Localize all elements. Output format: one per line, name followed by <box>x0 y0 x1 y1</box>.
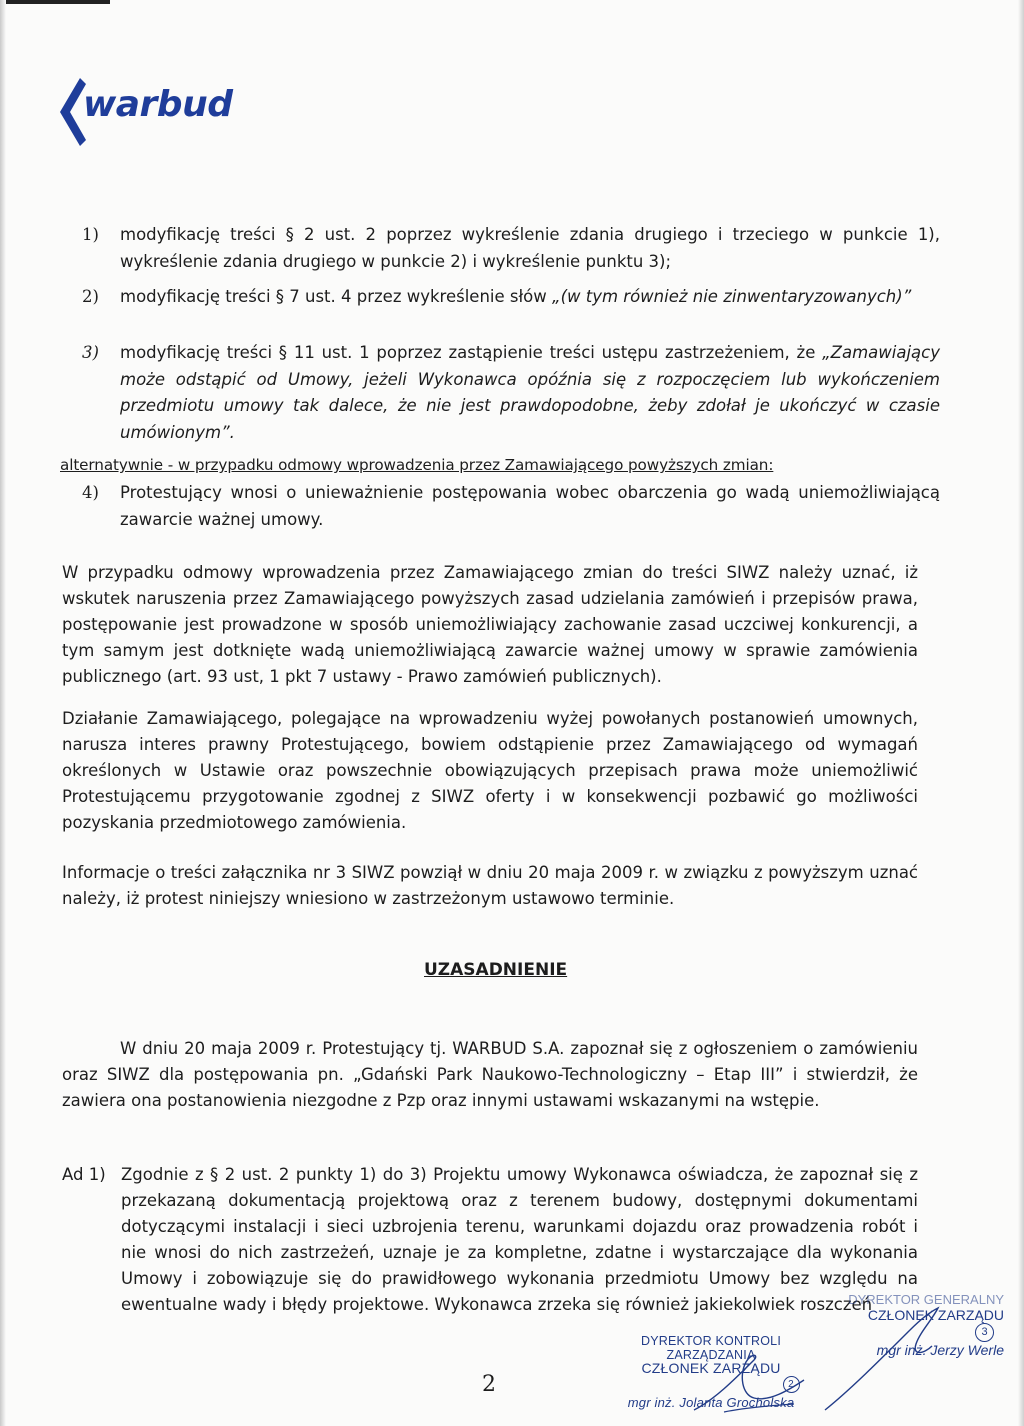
page-number: 2 <box>482 1372 496 1397</box>
list-item-2 <box>82 284 942 340</box>
paragraph-ad1-text: Zgodnie z § 2 ust. 2 punkty 1) do 3) Projektu umowy Wykonawca oświadcza, że zapoznał się z przekazaną dokumentacją projektową oraz z terenem budowy, dostępnymi dokumentami dotyczącymi instalacji i sieci uzbrojenia terenu, warunkami dojazdu oraz prowadzenia robót i nie wnosi do nich zastrzeżeń, uznaje je za kompletne, zdatne i wystarczające dla wykonania Umowy i zobowiązuje się do prawidłowego wykonania przedmiotu Umowy bez względu na ewentualne wady i błędy projektowe. Wykonawca zrzeka się również jakiekolwiek roszczeń <box>121 1165 918 1314</box>
paragraph-uzasadnienie: W dniu 20 maja 2009 r. Protestujący tj. WARBUD S.A. zapoznał się z ogłoszeniem o zamówieniu oraz SIWZ dla postępowania pn. „Gdański Park Naukowo-Technologiczny – Etap III” i stwierdził, że zawiera ona postanowienia niezgodne z Pzp oraz innymi ustawami wskazanymi na wstępie. <box>62 1039 918 1110</box>
stamp-name: mgr inż. Jolanta Grocholska <box>627 1395 795 1410</box>
list-number: 3) <box>82 343 99 362</box>
stamp-number: 2 <box>783 1376 800 1393</box>
signature-werle <box>820 1300 970 1420</box>
list-item-4 <box>82 480 942 536</box>
list-item-text-italic: „Zamawiający może odstąpić od Umowy, jeżeli Wykonawca opóźnia się z rozpoczęciem lub wykończeniem przedmiotu umowy tak dalece, że nie jest prawdopodobne, żeby zdołał je ukończyć w czasie umówionym”. <box>120 343 940 442</box>
list-item-1 <box>82 222 942 278</box>
list-number: 1) <box>82 225 99 244</box>
scan-edge-mark <box>0 0 110 4</box>
section-heading: UZASADNIENIE <box>424 960 568 980</box>
list-item-text-regular: modyfikację treści § 11 ust. 1 poprzez zastąpienie treści ustępu zastrzeżeniem, że <box>120 343 823 362</box>
list-number: 2) <box>82 287 99 306</box>
scan-shadow-left <box>0 0 6 1426</box>
list-item-text <box>120 284 940 311</box>
signature-grocholska <box>684 1340 814 1420</box>
paragraph-interes-prawny: Działanie Zamawiającego, polegające na wprowadzeniu wyżej powołanych postanowień umownych, narusza interes prawny Protestującego, bowiem odstąpienie przez Zamawiającego od wymagań określonych w Ustawie oraz powszechnie obowiązujących przepisach prawa może uniemożliwić Protestującemu przygotowanie zgodnej z SIWZ oferty i w konsekwencji pozbawić go możliwości pozyskania przedmiotowego zamówienia. <box>62 709 918 832</box>
stamp-title: DYREKTOR GENERALNY <box>848 1292 1004 1307</box>
stamp-name: mgr inż. Jerzy Werle <box>876 1342 1004 1358</box>
list-item-text-regular: modyfikację treści § 7 ust. 4 przez wykreślenie słów <box>120 287 553 306</box>
stamp-number: 3 <box>975 1323 994 1342</box>
list-number: 4) <box>82 483 99 502</box>
list-item-text: modyfikację treści § 2 ust. 2 poprzez wykreślenie zdania drugiego i trzeciego w punkcie 1), wykreślenie zdania drugiego w punkcie 2) i wykreślenie punktu 3); <box>120 225 940 271</box>
list-item-3 <box>82 340 942 452</box>
scan-shadow-right <box>1018 0 1024 1426</box>
logo-wordmark: warbud <box>83 84 233 125</box>
list-item-text <box>120 340 940 446</box>
list-item-text-italic: „(w tym również nie zinwentaryzowanych)” <box>552 287 912 306</box>
stamp-role: CZŁONEK ZARZĄDU <box>867 1307 1004 1323</box>
paragraph-ad1 <box>62 1162 918 1318</box>
paragraph-termin: Informacje o treści załącznika nr 3 SIWZ powziął w dniu 20 maja 2009 r. w związku z powyższym uznać należy, iż protest niniejszy wniesiono w zastrzeżonym ustawowo terminie. <box>62 863 918 908</box>
list-item-text: Protestujący wnosi o unieważnienie postępowania wobec obarczenia go wadą uniemożliwiającą zawarcie ważnej umowy. <box>120 483 940 529</box>
warbud-logo <box>56 72 246 152</box>
stamp-role: CZŁONEK ZARZĄDU <box>641 1360 781 1376</box>
paragraph-odmowa: W przypadku odmowy wprowadzenia przez Zamawiającego zmian do treści SIWZ należy uznać, iż wskutek naruszenia przez Zamawiającego powyższych zasad udzielania zamówień i przepisów prawa, postępowanie jest prowadzone w sposób uniemożliwiający zachowanie zasad uczciwej konkurencji, a tym samym jest dotknięte wadą uniemożliwiającą zawarcie ważnej umowy w sprawie zamówienia publicznego (art. 93 ust, 1 pkt 7 ustawy - Prawo zamówień publicznych). <box>62 563 918 686</box>
stamp-title: DYREKTOR KONTROLI ZARZĄDZANIA <box>641 1334 781 1362</box>
alternative-line: alternatywnie - w przypadku odmowy wprowadzenia przez Zamawiającego powyższych zmian: <box>60 456 774 474</box>
paragraph-lead: Ad 1) <box>62 1165 106 1184</box>
